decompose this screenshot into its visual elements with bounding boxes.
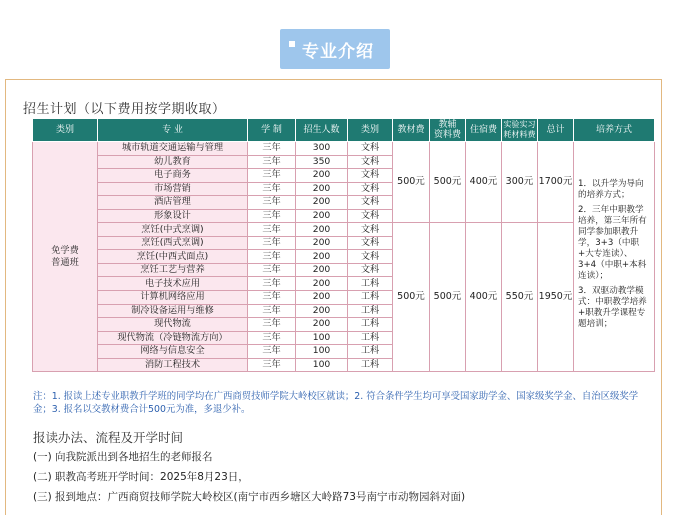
cell-duration: 三年	[248, 331, 296, 345]
fee-dorm-cell: 400元	[466, 142, 502, 223]
cell-type: 文科	[348, 263, 393, 277]
cell-type: 文科	[348, 155, 393, 169]
training-method-cell	[574, 142, 655, 372]
header-category: 类别	[33, 119, 98, 142]
category-cell	[33, 142, 98, 372]
procedure-step-1: (一) 向我院派出到各地招生的老师报名	[33, 451, 213, 463]
cell-count: 200	[296, 223, 348, 237]
cell-major: 制冷设备运用与维修	[98, 304, 248, 318]
training-method-item: 2．三年中职教学培养，第三年所有同学参加职教升学，3+3（中职+大专连读）、3+4（中职+本科连读）；	[578, 205, 647, 282]
cell-duration: 三年	[248, 223, 296, 237]
cell-major: 网络与信息安全	[98, 345, 248, 359]
fee-lab-cell: 550元	[502, 223, 538, 372]
cell-type: 工科	[348, 345, 393, 359]
banner-decoration	[289, 41, 295, 47]
cell-type: 工科	[348, 331, 393, 345]
cell-count: 200	[296, 209, 348, 223]
header-lab: 实验实习 耗材料费	[502, 119, 538, 142]
cell-count: 200	[296, 277, 348, 291]
cell-duration: 三年	[248, 182, 296, 196]
cell-count: 100	[296, 331, 348, 345]
training-method-item: 3．双驱动教学模式：中职教学培养+职教升学课程专题培训；	[578, 286, 647, 330]
cell-type: 文科	[348, 169, 393, 183]
category-label-line-2: 普通班	[51, 256, 79, 268]
cell-type: 文科	[348, 223, 393, 237]
cell-type: 工科	[348, 291, 393, 305]
cell-duration: 三年	[248, 169, 296, 183]
cell-count: 100	[296, 358, 348, 372]
fee-dorm-cell: 400元	[466, 223, 502, 372]
cell-type: 工科	[348, 358, 393, 372]
cell-type: 文科	[348, 142, 393, 156]
cell-type: 文科	[348, 196, 393, 210]
cell-duration: 三年	[248, 304, 296, 318]
cell-duration: 三年	[248, 209, 296, 223]
cell-type: 文科	[348, 182, 393, 196]
cell-major: 现代物流（冷链物流方向）	[98, 331, 248, 345]
cell-duration: 三年	[248, 345, 296, 359]
cell-duration: 三年	[248, 358, 296, 372]
header-dorm: 住宿费	[466, 119, 502, 142]
cell-duration: 三年	[248, 196, 296, 210]
cell-count: 200	[296, 304, 348, 318]
cell-duration: 三年	[248, 142, 296, 156]
cell-major: 消防工程技术	[98, 358, 248, 372]
table-row	[33, 223, 655, 237]
cell-type: 工科	[348, 304, 393, 318]
cell-major: 计算机网络应用	[98, 291, 248, 305]
cell-duration: 三年	[248, 277, 296, 291]
header-total: 总计	[538, 119, 574, 142]
cell-duration: 三年	[248, 291, 296, 305]
fee-total-cell: 1700元	[538, 142, 574, 223]
cell-type: 文科	[348, 236, 393, 250]
cell-count: 200	[296, 250, 348, 264]
cell-count: 100	[296, 345, 348, 359]
header-method: 培养方式	[574, 119, 655, 142]
enrollment-table	[32, 118, 655, 372]
cell-major: 酒店管理	[98, 196, 248, 210]
procedure-step-3: (三) 报到地点：广西商贸技师学院大岭校区(南宁市西乡塘区大岭路73号南宁市动物园斜对面)	[33, 491, 466, 503]
cell-major: 烹饪(中式烹调)	[98, 223, 248, 237]
cell-major: 烹饪(西式烹调)	[98, 236, 248, 250]
cell-count: 200	[296, 169, 348, 183]
fee-textbook-cell: 500元	[393, 142, 430, 223]
training-method-item: 1．以升学为导向的培养方式；	[578, 179, 644, 201]
cell-type: 工科	[348, 277, 393, 291]
category-label-line-1: 免学费	[51, 244, 79, 256]
fee-aux-cell: 500元	[430, 142, 466, 223]
cell-type: 文科	[348, 209, 393, 223]
header-textbook: 教材费	[393, 119, 430, 142]
fee-total-cell: 1950元	[538, 223, 574, 372]
cell-major: 形象设计	[98, 209, 248, 223]
header-aux: 教辅 资料费	[430, 119, 466, 142]
cell-duration: 三年	[248, 250, 296, 264]
table-row	[33, 142, 655, 156]
header-major: 专 业	[98, 119, 248, 142]
cell-duration: 三年	[248, 263, 296, 277]
fee-aux-cell: 500元	[430, 223, 466, 372]
cell-major: 烹饪(中西式面点)	[98, 250, 248, 264]
cell-major: 城市轨道交通运输与管理	[98, 142, 248, 156]
section-title: 招生计划（以下费用按学期收取）	[23, 102, 226, 117]
cell-major: 幼儿教育	[98, 155, 248, 169]
table-header-row	[33, 119, 655, 142]
procedure-title: 报读办法、流程及开学时间	[33, 430, 184, 445]
cell-major: 烹饪工艺与营养	[98, 263, 248, 277]
cell-major: 现代物流	[98, 318, 248, 332]
cell-count: 350	[296, 155, 348, 169]
header-type: 类别	[348, 119, 393, 142]
cell-duration: 三年	[248, 318, 296, 332]
table-note: 注：1. 报读上述专业职教升学班的同学均在广西商贸技师学院大岭校区就读；2. 符合条件学生均可享受国家助学金、国家级奖学金、自治区级奖学金；3. 报名以交教材费合计500元为准，多退少补。	[33, 391, 639, 415]
cell-major: 市场营销	[98, 182, 248, 196]
header-count: 招生人数	[296, 119, 348, 142]
section-banner	[280, 29, 390, 69]
cell-count: 300	[296, 142, 348, 156]
cell-type: 文科	[348, 250, 393, 264]
header-duration: 学 制	[248, 119, 296, 142]
fee-lab-cell: 300元	[502, 142, 538, 223]
cell-major: 电子技术应用	[98, 277, 248, 291]
cell-count: 200	[296, 236, 348, 250]
cell-duration: 三年	[248, 155, 296, 169]
cell-duration: 三年	[248, 236, 296, 250]
cell-count: 200	[296, 196, 348, 210]
cell-major: 电子商务	[98, 169, 248, 183]
cell-count: 200	[296, 182, 348, 196]
banner-title: 专业介绍	[302, 42, 374, 62]
cell-count: 200	[296, 263, 348, 277]
cell-count: 200	[296, 318, 348, 332]
fee-textbook-cell: 500元	[393, 223, 430, 372]
procedure-step-2: (二) 职教高考班开学时间：2025年8月23日，	[33, 471, 249, 483]
cell-type: 工科	[348, 318, 393, 332]
cell-count: 200	[296, 291, 348, 305]
